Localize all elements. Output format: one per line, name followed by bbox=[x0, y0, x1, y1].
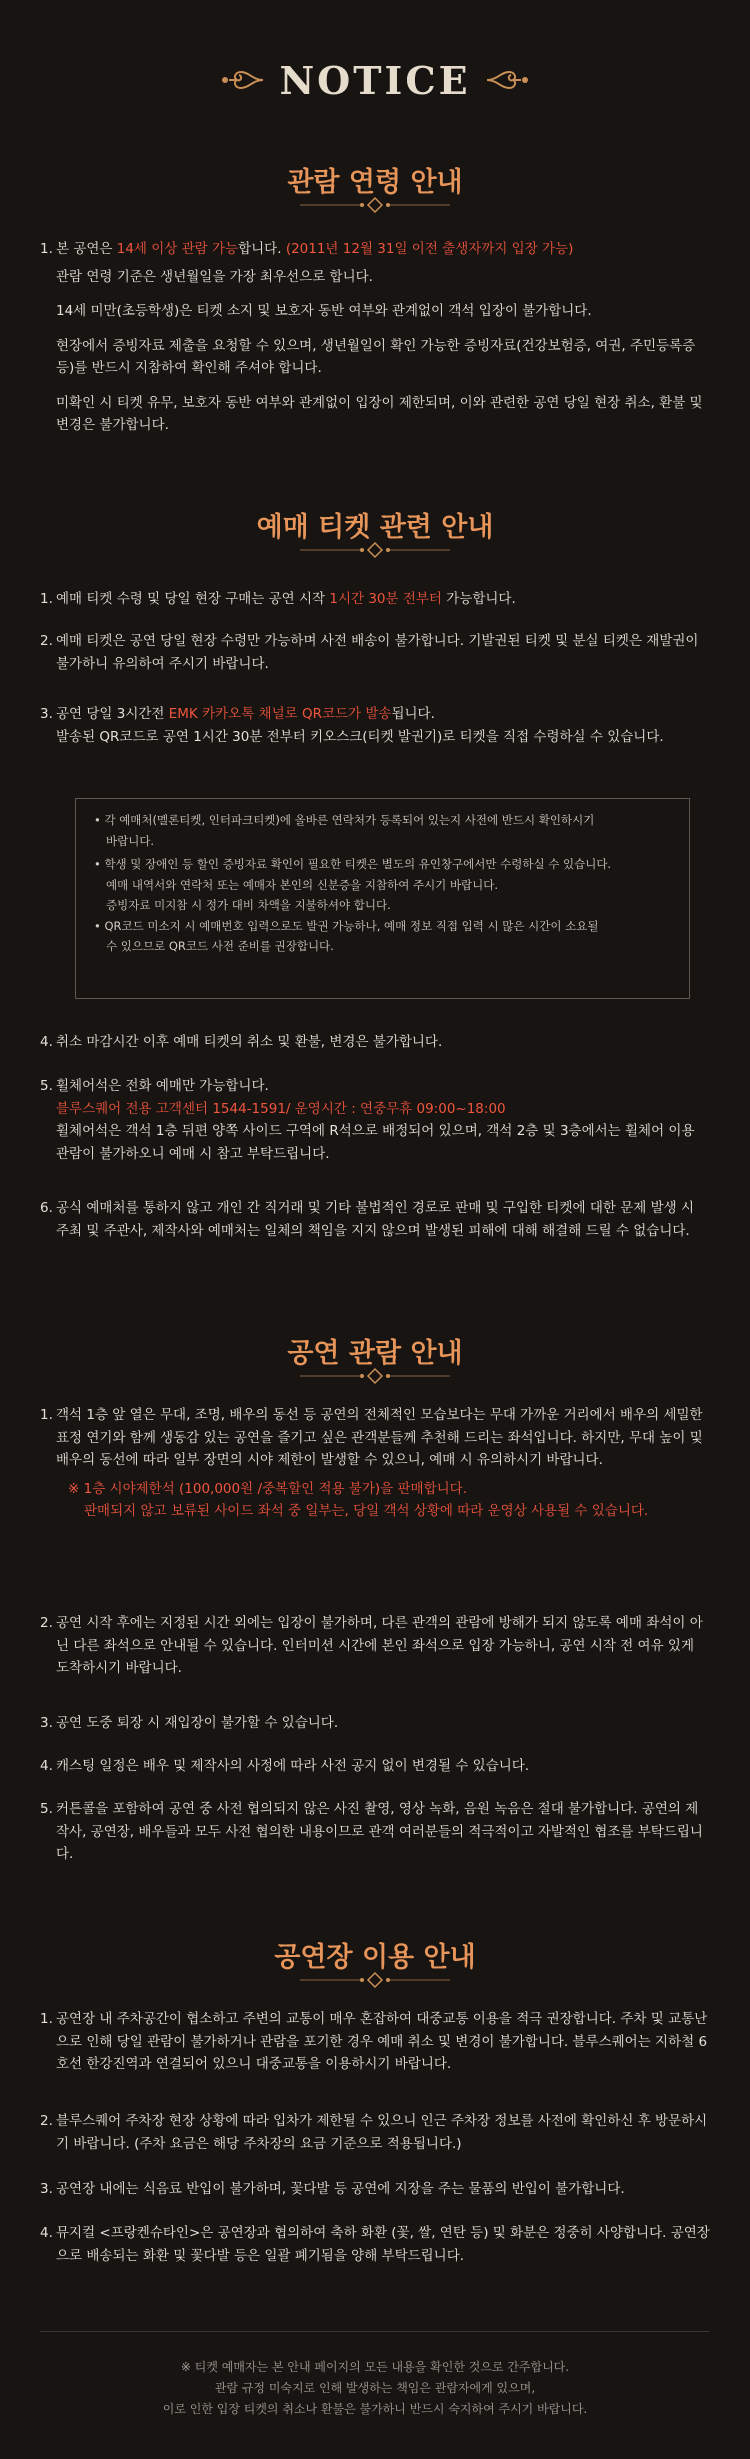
viewing-item-4: 4. 캐스팅 일정은 배우 및 제작사의 사정에 따라 사전 공지 없이 변경될 수 있습니다. bbox=[40, 1758, 530, 1774]
viewing-item-5: 5. 커튼콜을 포함하여 공연 중 사전 협의되지 않은 사진 촬영, 영상 녹화, 음원 녹음은 절대 불가합니다. 공연의 제작사, 공연장, 배우들과 모두 사전 협의한 내용이므로 관객 여러분들의 적극적이고 자발적인 협조를 부탁드립니다. bbox=[40, 1801, 703, 1862]
footer-note: ※ 티켓 예매자는 본 안내 페이지의 모든 내용을 확인한 것으로 간주합니다. 관람 규정 미숙지로 인해 발생하는 책임은 관람자에게 있으며, 이로 인한 입장 티켓의 취소나 환불은 불가하니 반드시 숙지하여 주시기 바랍니다. bbox=[162, 2360, 588, 2416]
notice-header bbox=[0, 40, 750, 120]
item-number: 1. bbox=[40, 241, 53, 257]
ticket-item-5: 5. 휠체어석은 전화 예매만 가능합니다. 블루스퀘어 전용 고객센터 1544-1591/ 운영시간 : 연중무휴 09:00~18:00 휠체어석은 객석 1층 뒤편 양쪽 사이드 구역에 R석으로 배정되어 있으며, 객석 2층 및 3층에서는 휠체어 이용 관람이 불가하오니 예매 시 참고 부탁드립니다. bbox=[40, 1078, 695, 1162]
ornament-divider bbox=[0, 1367, 750, 1385]
venue-item-3: 3. 공연장 내에는 식음료 반입이 불가하며, 꽃다발 등 공연에 지장을 주는 물품의 반입이 불가합니다. bbox=[40, 2181, 625, 2197]
venue-item-4: 4. 뮤지컬 <프랑켄슈타인>은 공연장과 협의하여 축하 화환 (꽃, 쌀, 연탄 등) 및 화분은 정중히 사양합니다. 공연장으로 배송되는 화환 및 꽃다발 등은 일괄 폐기됨을 양해 부탁드립니다. bbox=[40, 2225, 710, 2264]
age-lead: 본 공연은 14세 이상 관람 가능합니다. (2011년 12월 31일 이전 출생자까지 입장 가능) bbox=[56, 241, 574, 257]
ornament-divider bbox=[0, 541, 750, 559]
section-title-ticket: 예매 티켓 관련 안내 bbox=[256, 512, 494, 543]
ticket-item-2: 2. 예매 티켓은 공연 당일 현장 수령만 가능하며 사전 배송이 불가합니다. 기발권된 티켓 및 분실 티켓은 재발권이 불가하니 유의하여 주시기 바랍니다. bbox=[40, 633, 699, 672]
venue-item-1: 1. 공연장 내 주차공간이 협소하고 주변의 교통이 매우 혼잡하여 대중교통 이용을 적극 권장합니다. 주차 및 교통난으로 인해 당일 관람이 불가하거나 관람을 포기한 경우 예매 취소 및 변경이 불가합니다. 블루스퀘어는 지하철 6호선 한강진역과 연결되어 있으니 대중교통을 이용하시기 바랍니다. bbox=[40, 2011, 708, 2072]
section-title-venue: 공연장 이용 안내 bbox=[274, 1942, 476, 1973]
viewing-item-2: 2. 공연 시작 후에는 지정된 시간 외에는 입장이 불가하며, 다른 관객의 관람에 방해가 되지 않도록 예매 좌석이 아닌 다른 좌석으로 안내될 수 있습니다. 인터미션 시간에 본인 좌석으로 입장 가능하니, 공연 시작 전 여유 있게 도착하시기 바랍니다. bbox=[40, 1615, 703, 1676]
paragraph: 미확인 시 티켓 유무, 보호자 동반 여부와 관계없이 입장이 제한되며, 이와 관련한 공연 당일 현장 취소, 환불 및 변경은 불가합니다. bbox=[56, 394, 703, 433]
ticket-item-6: 6. 공식 예매처를 통하지 않고 개인 간 직거래 및 기타 불법적인 경로로 판매 및 구입한 티켓에 대한 문제 발생 시 주최 및 주관사, 제작사와 예매처는 일체의 책임을 지지 않으며 발생된 피해에 대해 해결해 드릴 수 없습니다. bbox=[40, 1200, 695, 1239]
section-title-age: 관람 연령 안내 bbox=[287, 167, 463, 198]
footer-divider bbox=[40, 2331, 710, 2332]
ticket-item-3: 3. 공연 당일 3시간전 EMK 카카오톡 채널로 QR코드가 발송됩니다. 발송된 QR코드로 공연 1시간 30분 전부터 키오스크(티켓 발권기)로 티켓을 직접 수령하실 수 있습니다. bbox=[40, 706, 664, 745]
viewing-item-3: 3. 공연 도중 퇴장 시 재입장이 불가할 수 있습니다. bbox=[40, 1715, 339, 1731]
left-flourish-icon bbox=[217, 66, 265, 94]
ticket-notice-box: • 각 예매처(멜론티켓, 인터파크티켓)에 올바른 연락처가 등록되어 있는지 사전에 반드시 확인하시기 바랍니다. • 학생 및 장애인 등 할인 증빙자료 확인이 필요한 티켓은 별도의 유인창구에서만 수령하실 수 있습니다. 예매 내역서와 연락처 또는 예매자 본인의 신분증을 지참하여 주시기 바랍니다. 증빙자료 미지참 시 정가 대비 차액을 지불하셔야 합니다. • QR코드 미소지 시 예매번호 입력으로도 발권 가능하나, 예매 정보 직접 입력 시 많은 시간이 소요될 수 있으므로 QR코드 사전 준비를 권장합니다. bbox=[75, 798, 690, 999]
venue-item-2: 2. 블루스퀘어 주차장 현장 상황에 따라 입차가 제한될 수 있으니 인근 주차장 정보를 사전에 확인하신 후 방문하시기 바랍니다. (주차 요금은 해당 주차장의 요금 기준으로 적용됩니다.) bbox=[40, 2113, 708, 2152]
ticket-item-4: 4. 취소 마감시간 이후 예매 티켓의 취소 및 환불, 변경은 불가합니다. bbox=[40, 1034, 443, 1050]
viewing-item-1: 1. 객석 1층 앞 열은 무대, 조명, 배우의 동선 등 공연의 전체적인 모습보다는 무대 가까운 거리에서 배우의 세밀한 표정 연기와 함께 생동감 있는 공연을 즐기고 싶은 관객분들께 추천해 드리는 좌석입니다. 하지만, 무대 높이 및 배우의 동선에 따라 일부 장면의 시야 제한이 발생할 수 있으니, 예매 시 유의하시기 바랍니다. ※ 1층 시야제한석 (100,000원 /중복할인 적용 불가)을 판매합니다. 판매되지 않고 보류된 사이드 좌석 중 일부는, 당일 객석 상황에 따라 운영상 사용될 수 있습니다. bbox=[40, 1407, 703, 1519]
ticket-item-1: 1. 예매 티켓 수령 및 당일 현장 구매는 공연 시작 1시간 30분 전부터 가능합니다. bbox=[40, 591, 516, 607]
paragraph: 관람 연령 기준은 생년월일을 가장 최우선으로 합니다. bbox=[56, 268, 373, 285]
age-item-1 bbox=[40, 238, 710, 437]
paragraph: 14세 미만(초등학생)은 티켓 소지 및 보호자 동반 여부와 관계없이 객석 입장이 불가합니다. bbox=[56, 303, 592, 319]
ornament-divider bbox=[0, 1971, 750, 1989]
ornament-divider bbox=[0, 196, 750, 214]
right-flourish-icon bbox=[485, 66, 533, 94]
paragraph: 현장에서 증빙자료 제출을 요청할 수 있으며, 생년월일이 확인 가능한 증빙자료(건강보험증, 여권, 주민등록증 등)를 반드시 지참하여 확인해 주셔야 합니다. bbox=[56, 337, 696, 376]
notice-title: NOTICE bbox=[279, 57, 471, 103]
section-title-viewing: 공연 관람 안내 bbox=[287, 1338, 463, 1369]
